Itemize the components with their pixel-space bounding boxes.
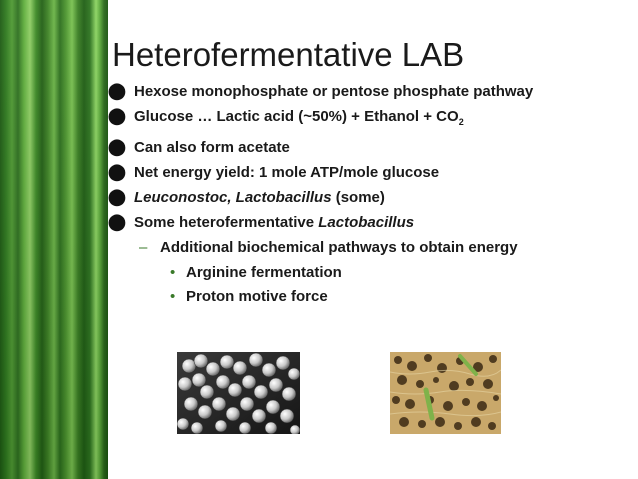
bullet-item bbox=[108, 83, 628, 100]
sub-sub-bullet-text: Arginine fermentation bbox=[186, 264, 342, 281]
bullet-item bbox=[108, 108, 628, 131]
bullet-marker-icon: ⬤ bbox=[108, 108, 126, 125]
bullet-italic-text: Leuconostoc, Lactobacillus bbox=[134, 189, 332, 206]
bullet-italic-text: Lactobacillus bbox=[318, 214, 415, 231]
sub-bullet-text: Additional biochemical pathways to obtain energy bbox=[160, 239, 518, 256]
bullet-text: Can also form acetate bbox=[134, 139, 290, 156]
bullet-text: Net energy yield: 1 mole ATP/mole glucose bbox=[134, 164, 440, 181]
dash-marker-icon: – bbox=[139, 239, 148, 256]
sub-sub-bullet-text: Proton motive force bbox=[186, 288, 328, 305]
bullet-list bbox=[108, 83, 628, 312]
bullet-item bbox=[108, 139, 628, 156]
bullet-marker-icon: ⬤ bbox=[108, 189, 126, 206]
slide-title: Heterofermentative LAB bbox=[112, 36, 465, 73]
lactobacillus-micrograph-image bbox=[390, 352, 501, 434]
bullet-subscript: 2 bbox=[458, 117, 464, 127]
green-stripe-panel bbox=[0, 0, 108, 479]
bullet-text: Some heterofermentative bbox=[134, 214, 319, 231]
dot-marker-icon: • bbox=[170, 264, 176, 281]
sub-bullet-item bbox=[108, 239, 628, 256]
sub-sub-bullet-item bbox=[108, 264, 628, 281]
bacteria-micrograph-image bbox=[177, 352, 300, 434]
bullet-item bbox=[108, 214, 628, 231]
bullet-item bbox=[108, 164, 628, 181]
bullet-text: Hexose monophosphate or pentose phosphate pathway bbox=[134, 83, 534, 100]
bullet-marker-icon: ⬤ bbox=[108, 164, 126, 181]
bullet-text: Glucose … Lactic acid (~50%) + Ethanol + CO bbox=[134, 108, 459, 125]
sub-sub-bullet-item bbox=[108, 288, 628, 305]
dot-marker-icon: • bbox=[170, 288, 176, 305]
bullet-marker-icon: ⬤ bbox=[108, 214, 126, 231]
bullet-item bbox=[108, 189, 628, 206]
bullet-marker-icon: ⬤ bbox=[108, 83, 126, 100]
bullet-marker-icon: ⬤ bbox=[108, 139, 126, 156]
bullet-text: (some) bbox=[331, 189, 385, 206]
